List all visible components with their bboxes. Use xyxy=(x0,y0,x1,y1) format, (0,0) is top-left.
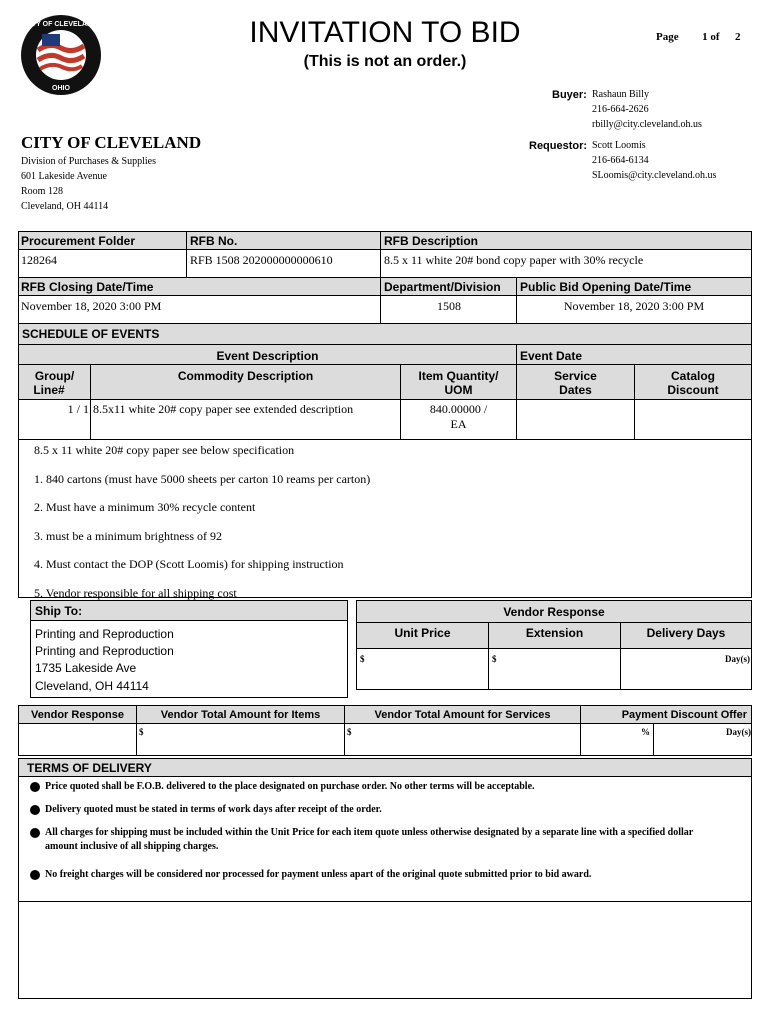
rfb-desc-label: RFB Description xyxy=(384,234,479,248)
ship-to-label: Ship To: xyxy=(35,604,83,618)
spec-line: 1. 840 cartons (must have 5000 sheets per carton 10 reams per carton) xyxy=(34,472,371,486)
total-services-input[interactable] xyxy=(345,724,579,755)
spec-line: 8.5 x 11 white 20# copy paper see below specification xyxy=(34,443,295,457)
service-header-1: Service xyxy=(554,369,597,383)
qty-header-2: UOM xyxy=(444,383,473,397)
requestor-phone: 216-664-6134 xyxy=(592,155,649,166)
term-item: All charges for shipping must be included within the Unit Price for each item quote unless otherwise designated by a separate line with a specified dollar amount inclusive of all shipping charges. xyxy=(45,827,694,852)
catalog-header-1: Catalog xyxy=(670,369,715,383)
buyer-phone: 216-664-2626 xyxy=(592,104,649,115)
spec-line: 3. must be a minimum brightness of 92 xyxy=(34,529,222,543)
city-division: Division of Purchases & Supplies xyxy=(21,156,156,167)
page-subtitle: (This is not an order.) xyxy=(303,53,467,70)
page-total: 2 xyxy=(735,31,741,43)
dept-value: 1508 xyxy=(437,299,461,313)
ship-to-line: 1735 Lakeside Ave xyxy=(35,661,137,675)
page-of: of xyxy=(710,31,720,43)
terms-label: TERMS OF DELIVERY xyxy=(27,761,152,775)
city-seal-logo xyxy=(20,14,102,96)
dollar-sign: $ xyxy=(347,727,352,737)
requestor-email: SLoomis@city.cleveland.oh.us xyxy=(592,170,717,181)
procurement-folder-label: Procurement Folder xyxy=(21,234,136,248)
page-number: 1 xyxy=(702,31,708,43)
extension-header: Extension xyxy=(525,626,584,640)
discount-days-input[interactable] xyxy=(654,724,751,755)
city-citystate: Cleveland, OH 44114 xyxy=(21,201,109,212)
opening-value: November 18, 2020 3:00 PM xyxy=(563,299,705,313)
row-line-number: 1 / 1 xyxy=(67,402,89,416)
event-date-header: Event Date xyxy=(520,349,583,363)
closing-value: November 18, 2020 3:00 PM xyxy=(21,299,162,313)
unit-price-header: Unit Price xyxy=(394,626,451,640)
vendor-response-title: Vendor Response xyxy=(503,605,605,619)
delivery-days-header: Delivery Days xyxy=(646,626,726,640)
total-items-input[interactable] xyxy=(137,724,343,755)
svg-text:CITY OF CLEVELAND: CITY OF CLEVELAND xyxy=(24,21,98,28)
row-quantity: 840.00000 / xyxy=(429,402,488,416)
dollar-sign: $ xyxy=(492,654,497,664)
closing-label: RFB Closing Date/Time xyxy=(21,280,154,294)
group-line-header-2: Line# xyxy=(33,383,65,397)
buyer-label: Buyer: xyxy=(552,89,587,101)
ship-to-line: Cleveland, OH 44114 xyxy=(35,679,149,693)
term-item: Delivery quoted must be stated in terms of work days after receipt of the order. xyxy=(45,804,382,815)
requestor-name: Scott Loomis xyxy=(592,140,646,151)
svg-text:OHIO: OHIO xyxy=(52,85,70,92)
opening-label: Public Bid Opening Date/Time xyxy=(520,280,692,294)
total-items-header: Vendor Total Amount for Items xyxy=(160,709,321,721)
buyer-email: rbilly@city.cleveland.oh.us xyxy=(592,119,702,130)
total-services-header: Vendor Total Amount for Services xyxy=(374,709,551,721)
page-indicator xyxy=(656,31,741,43)
totals-vendor-response-header: Vendor Response xyxy=(31,709,124,721)
notes-box xyxy=(18,901,752,999)
bullet-icon xyxy=(30,828,40,838)
bullet-icon xyxy=(30,782,40,792)
rfb-no-value: RFB 1508 202000000000610 xyxy=(190,253,333,267)
discount-percent-input[interactable] xyxy=(581,724,652,755)
buyer-name: Rashaun Billy xyxy=(592,89,649,100)
spec-line: 2. Must have a minimum 30% recycle content xyxy=(34,500,256,514)
percent-sign: % xyxy=(641,727,650,737)
term-item: Price quoted shall be F.O.B. delivered to the place designated on purchase order. No other terms will be acceptable. xyxy=(45,781,535,792)
qty-header-1: Item Quantity/ xyxy=(418,369,499,383)
city-name: CITY OF CLEVELAND xyxy=(21,133,202,152)
ship-to-line: Printing and Reproduction xyxy=(35,627,174,641)
ship-to-line: Printing and Reproduction xyxy=(35,644,174,658)
schedule-label: SCHEDULE OF EVENTS xyxy=(22,327,160,341)
delivery-days-input[interactable] xyxy=(622,650,750,688)
event-desc-header: Event Description xyxy=(216,349,319,363)
rfb-desc-value: 8.5 x 11 white 20# bond copy paper with 30% recycle xyxy=(384,253,644,267)
row-uom: EA xyxy=(450,417,467,431)
bullet-icon xyxy=(30,805,40,815)
days-unit: Day(s) xyxy=(725,654,750,664)
procurement-folder-value: 128264 xyxy=(21,253,57,267)
group-line-header-1: Group/ xyxy=(34,369,75,383)
requestor-label: Requestor: xyxy=(529,140,588,152)
term-item: No freight charges will be considered nor processed for payment unless apart of the original quote submitted prior to bid award. xyxy=(45,869,592,880)
bullet-icon xyxy=(30,870,40,880)
spec-line: 4. Must contact the DOP (Scott Loomis) for shipping instruction xyxy=(34,557,344,571)
row-description: 8.5x11 white 20# copy paper see extended description xyxy=(93,402,354,416)
vendor-response-input[interactable] xyxy=(19,724,135,755)
catalog-header-2: Discount xyxy=(667,383,719,397)
dept-label: Department/Division xyxy=(384,280,501,294)
page-label: Page xyxy=(656,31,679,43)
city-address: 601 Lakeside Avenue xyxy=(21,171,107,182)
days-unit: Day(s) xyxy=(726,727,751,737)
spec-line: 5. Vendor responsible for all shipping cost xyxy=(34,586,237,600)
rfb-no-label: RFB No. xyxy=(190,234,238,248)
service-header-2: Dates xyxy=(559,383,592,397)
dollar-sign: $ xyxy=(360,654,365,664)
commodity-header: Commodity Description xyxy=(177,369,314,383)
unit-price-input[interactable] xyxy=(358,650,487,688)
dollar-sign: $ xyxy=(139,727,144,737)
payment-discount-header: Payment Discount Offer xyxy=(621,709,747,721)
extension-input[interactable] xyxy=(490,650,619,688)
page-title: INVITATION TO BID xyxy=(249,16,521,49)
city-room: Room 128 xyxy=(21,186,63,197)
